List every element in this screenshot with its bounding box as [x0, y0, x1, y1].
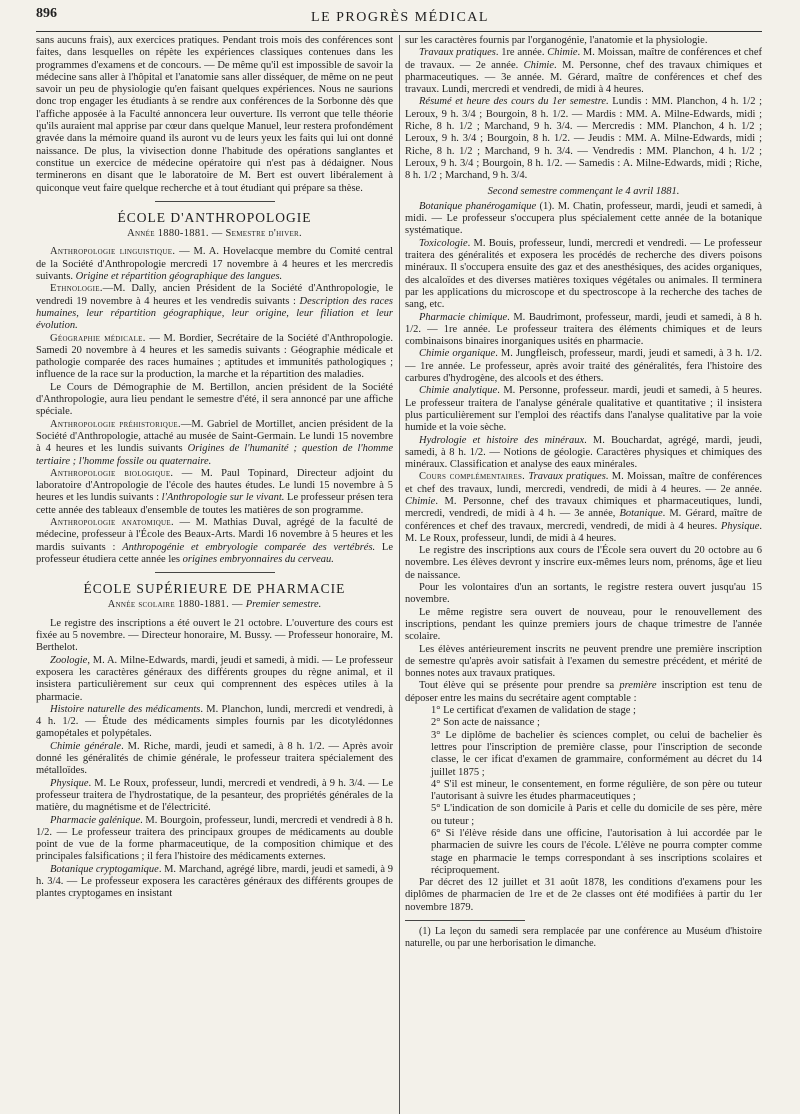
- physique-heading: Physique: [50, 777, 89, 789]
- tox-paragraph: [405, 238, 762, 312]
- compl-chimie: Chimie: [405, 495, 436, 507]
- botphan-body: (1). M. Chatin, professeur, mardi, jeudi et samedi, à midi. — Le professeur s'occupera plus spécialement cette année de la botanique systématique.: [405, 200, 762, 237]
- chimana-body: . M. Personne, professeur. mardi, jeudi et samedi, à 5 heures. Le professeur traitera de l'analyse générale qualitative et quantitative ; il insistera plus particulièrement sur l'emploi des réactifs dans l'analyse qualitative par la voie humide et la voie sèche.: [405, 385, 762, 434]
- physique-paragraph: [36, 778, 393, 815]
- compl-physique: Physique: [720, 520, 760, 532]
- tp-body-3: . M. Personne, chef des travaux chimiques et pharmaceutiques. — 3e année. M. Gérard, maître de conférences et chef des travaux. Lundi, mercredi et vendredi, de midi à 4 heures.: [405, 59, 762, 96]
- resume-body: Lundis : MM. Planchon, 4 h. 1/2 ; Leroux, 9 h. 3/4 ; Bourgoin, 8 h. 1/2. — Mardis : MM. A. Milne-Edwards, midi ; Riche, 8 h. 1/2 ; Marchand, 9 h. 3/4. — Mercredis : MM. Planchon, 4 h. 1/2 ; Leroux, 9 h. 3/4 ; Bourgoin, 8 h. 1/2. — Jeudis : MM. A. Milne-Edwards, midi ; Riche, 8 h. 1/2 ; Marchand, 9 h. 3/4. — Vendredis : MM. Planchon, 4 h. 1/2 ; Leroux, 9 h. 3/4 ; Bourgoin, 8 h. 1/2. — Samedis : A. Milne-Edwards, midi ; Riche, 8 h. 1/2 ; Marchand, 9 h. 3/4.: [405, 96, 762, 182]
- renouvellement-paragraph: Le même registre sera ouvert de nouveau, pour le renouvellement des inscriptions, pendant les quinze premiers jours de chaque trimestre de l'année scolaire.: [405, 606, 762, 643]
- galenique-body: . M. Bourgoin, professeur, lundi, mercredi et vendredi à 8 h. 1/2. — Le professeur traitera des principaux groupes de médicaments au double point de vue de la forme pharmaceutique, de la composition chimique et des principales falsifications ; il fera l'histoire des médicaments externes.: [36, 814, 393, 863]
- tp-chimie: Chimie: [547, 47, 578, 59]
- page-number: 896: [36, 6, 57, 21]
- page-header: [36, 8, 762, 32]
- botcrypt-continuation: sur les caractères fournis par l'organogénie, l'anatomie et la physiologie.: [405, 35, 708, 46]
- list-item: 3° Le diplôme de bachelier ès sciences complet, ou celui de bachelier ès lettres pour l'inscription de première classe, pour l'inscription de seconde classe, le cer ificat d'examen de grammaire, conformément au décret du 14 juillet 1875 ;: [431, 729, 762, 778]
- geo-body: — M. Bordier, Secrétaire de la Société d'Anthropologie. Samedi 20 novembre à 4 heures et les samedis suivants : Géographie médicale et pathologie comparée des races humaines ; aptitudes et immunités pathologiques ; influence de la race sur la production, la marche et la répartition des maladies.: [36, 332, 393, 381]
- botphan-paragraph: [405, 201, 762, 238]
- histnat-paragraph: [36, 704, 393, 741]
- depot-paragraph: [405, 680, 762, 705]
- compl-body-2: . M. Personne, chef des travaux chimiques et pharmaceutiques, lundi, mercredi, vendredi, de midi à 4 h. — 3e année,: [405, 495, 762, 520]
- prehist-topic: Origines de l'humanité ; question de l'homme tertiaire ; l'homme fossile ou quaternaire.: [36, 443, 393, 467]
- pharmchim-body: . M. Baudrimont, professeur, mardi, jeudi et samedi, à 8 h. 1/2. — 1re année. Le professeur traitera des éléments chimiques et de leurs combinaisons binaires inorganiques usités en pharmacie.: [405, 311, 762, 348]
- tp-body: . 1re année.: [495, 47, 548, 59]
- tp-paragraph: [405, 47, 762, 96]
- section-divider: [155, 572, 275, 573]
- hydro-heading: Hydrologie et histoire des minéraux: [419, 434, 585, 446]
- resume-paragraph: [405, 96, 762, 182]
- anterieurs-paragraph: Les élèves antérieurement inscrits ne peuvent prendre une première inscription de semestre qu'après avoir satisfait à l'examen du semestre précédent, et mérité de bonnes notes aux travaux pratiques.: [405, 643, 762, 680]
- compl-tp: Travaux pratiques: [525, 471, 606, 483]
- ling-paragraph: [36, 246, 393, 283]
- requirements-list: [405, 705, 762, 877]
- left-column: [36, 35, 393, 1114]
- chimorg-heading: Chimie organique: [419, 348, 496, 360]
- ling-heading: Anthropologie linguistique.: [50, 246, 176, 258]
- footnote: (1) La leçon du samedi sera remplacée par une conférence au Muséum d'histoire naturelle, ou par une herborisation le dimanche.: [405, 926, 762, 950]
- tox-body: . M. Bouis, professeur, lundi, mercredi et vendredi. — Le professeur traitera des généralités et exposera les procédés de recherche des divers poisons minéraux. Il s'occupera ensuite des gaz et des anesthésiques, des acides organiques, des alcaloïdes et des diverses matières toxiques végétales ou animales. Il terminera par les applications du microscope et du spectroscope à la recherche des taches de sang, etc.: [405, 237, 762, 311]
- geo-paragraph: [36, 333, 393, 382]
- anat-body-2: Le professeur étudiera cette année les: [36, 541, 393, 565]
- compl-paragraph: [405, 471, 762, 545]
- compl-body-4: . M. Le Roux, professeur, lundi, de midi à 4 heures.: [405, 520, 762, 544]
- physique-body: . M. Le Roux, professeur, lundi, mercredi et vendredi, à 9 h. 3/4. — Le professeur traitera de l'hydrostatique, de la pesanteur, des propriétés générales de la matière, du magnétisme et de l'électricité.: [36, 777, 393, 814]
- botcrypt-body: . M. Marchand, agrégé libre, mardi, jeudi et samedi, à 9 h. 3/4. — Le professeur exposera les caractères généraux des différents groupes de plantes cryptogames en insistant: [36, 863, 393, 900]
- chimorg-paragraph: [405, 348, 762, 385]
- list-item: 5° L'indication de son domicile à Paris et celle du domicile de ses père, mère ou tuteur ;: [431, 803, 762, 827]
- histnat-heading: Histoire naturelle des médicaments: [50, 703, 201, 715]
- tox-heading: Toxicologie: [419, 237, 468, 249]
- tp-chimie-2: Chimie: [523, 59, 555, 71]
- list-item: 4° S'il est mineur, le consentement, en forme régulière, de son père ou tuteur l'autorisant à suivre les études pharmaceutiques ;: [431, 778, 762, 803]
- hydro-body: . M. Bouchardat, agrégé, mardi, jeudi, samedi, à 8 h. 1/2. — Notions de géologie. Caractères physiques et chimiques des minéraux. Classification et analyse des eaux minérales.: [405, 434, 762, 471]
- anthropology-title: ÉCOLE D'ANTHROPOLOGIE: [117, 209, 312, 225]
- tp-body-2: . M. Moissan, maître de conférences et chef de travaux. — 2e année.: [405, 47, 762, 71]
- bio-heading: Anthropologie biologique.: [50, 467, 174, 479]
- ling-topic: Origine et répartition géographique des langues.: [75, 271, 283, 283]
- ethno-paragraph: [36, 283, 393, 332]
- anat-body: — M. Mathias Duval, agrégé de la faculté de médecine, professeur à l'École des Beaux-Arts. Mardi 16 novembre à 5 heures et les mardis suivants :: [36, 516, 393, 553]
- bio-paragraph: [36, 468, 393, 517]
- chimorg-body: . M. Jungfleisch, professeur, mardi, jeudi et samedi, à 3 h. 1/2. — 1re année. Le professeur, après avoir traité des généralités, fera l'histoire des carbures d'hydrogène, des alcools et des éthers.: [405, 348, 762, 385]
- depot-text-2: inscription est tenu de déposer entre les mains du secrétaire agent comptable :: [405, 680, 762, 704]
- pharmchim-paragraph: [405, 312, 762, 349]
- prehist-heading: Anthropologie préhistorique.: [50, 418, 181, 430]
- prehist-body: —M. Gabriel de Mortillet, ancien président de la Société d'Anthropologie, attaché au musée de Saint-Germain. Le lundi 15 novembre à 4 heures et les lundis suivants: [36, 418, 393, 455]
- pharmacy-year: Année scolaire 1880-1881. —: [107, 599, 246, 611]
- second-semester-heading: Second semestre commençant le 4 avril 1881.: [487, 185, 680, 197]
- prehist-paragraph: [36, 419, 393, 468]
- volontaires-paragraph: Pour les volontaires d'un an sortants, le registre restera ouvert jusqu'au 15 novembre.: [405, 582, 762, 606]
- zoology-paragraph: [36, 655, 393, 704]
- depot-text: Tout élève qui se présente pour prendre sa: [419, 680, 620, 692]
- physiology-paragraph: sans aucuns frais), aux exercices pratiques. Pendant trois mois des conférences sont faites, dans lesquelles on répète les expériences classiques contenues dans les programmes d'examens et de concours. — De même qu'il est impossible de savoir la médecine sans aller à l'hôpital et l'anatomie sans aller disséquer, de même on ne peut savoir un peu de physiologie qu'en faisant quelques expériences. Nous ne saurions donc trop engager les étudiants à se rendre aux conférences de la Sorbonne dès que l'affiche apposée à la Faculté annoncera leur ouverture. Ils verront que telle théorie qu'ils auraient mal apprise par cœur dans quelque Manuel, leur restera profondément gravée dans la mémoire quand ils auront vu de leurs yeux les faits qui lui ont donné naissance. De plus, la vivisection donne l'habitude des opérations sanglantes et constitue un exercice de médecine opératoire qui n'est pas à dédaigner. Nous terminerons en disant que le laboratoire de M. Bert est ouvert libéralement à quiconque veut faire quelque recherche et à tout étudiant qui prépare sa thèse.: [36, 35, 393, 194]
- chimana-heading: Chimie analytique: [419, 385, 498, 397]
- decret-paragraph: Par décret des 12 juillet et 31 août 1878, les conditions d'examens pour les diplômes de pharmacien de 1re et de 2e classes ont été modifiées à partir du 1er novembre 1879.: [405, 877, 762, 913]
- list-item: 2° Son acte de naissance ;: [431, 717, 540, 729]
- depot-emph: première: [619, 680, 657, 692]
- anthropology-subtitle: Année 1880-1881. — Semestre d'hiver.: [127, 228, 302, 240]
- chimana-paragraph: [405, 385, 762, 434]
- chimie-body: . M. Riche, mardi, jeudi et samedi, à 8 h. 1/2. — Après avoir donné les généralités de chimie générale, le professeur traitera spécialement des métalloïdes.: [36, 740, 393, 777]
- two-column-body: [36, 35, 762, 1114]
- anat-topic: Anthropogénie et embryologie comparée des vertébrés.: [122, 541, 376, 553]
- anat-paragraph: [36, 517, 393, 566]
- bio-body: — M. Paul Topinard, Directeur adjoint du laboratoire d'Antropologie de l'école des hautes études. Le lundi 15 novembre à 5 heures et les lundis suivants :: [36, 467, 393, 504]
- compl-botanique: Botanique: [619, 508, 663, 520]
- ethno-heading: Ethnologie.: [50, 283, 103, 295]
- footnote-divider: [405, 920, 525, 921]
- chimie-paragraph: [36, 741, 393, 778]
- anat-heading: Anthropologie anatomique.: [50, 516, 174, 528]
- bio-topic: l'Anthropologie sur le vivant.: [161, 492, 285, 504]
- list-item: 1° Le certificat d'examen de validation de stage ;: [431, 705, 636, 717]
- botcrypt-paragraph: [36, 864, 393, 901]
- compl-body-3: . M. Gérard, maître de conférences et chef des travaux, mercredi, vendredi, de midi à 4 heures.: [405, 508, 762, 532]
- ethno-topic: Description des races humaines, leur répartition géographique, leur origine, leur filiation et leur évolution.: [36, 295, 393, 332]
- pharmacy-semester: Premier semestre.: [245, 599, 322, 611]
- botcrypt-heading: Botanique cryptogamique: [50, 863, 159, 875]
- section-divider: [155, 201, 275, 202]
- galenique-heading: Pharmacie galénique: [50, 814, 141, 826]
- zoology-body: , M. A. Milne-Edwards, mardi, jeudi et samedi, à midi. — Le professeur exposera les caractères généraux des différents groupes du règne animal, et il insistera particulièrement sur ceux qui comprennent des espèces utiles à la pharmacie.: [36, 654, 393, 703]
- hydro-paragraph: [405, 435, 762, 472]
- demography-paragraph: Le Cours de Démographie de M. Bertillon, ancien président de la Société d'Anthropologie, aura lieu pendant le semestre d'été, il sera annoncé par une affiche spéciale.: [36, 381, 393, 418]
- galenique-paragraph: [36, 815, 393, 864]
- list-item: 6° Si l'élève réside dans une officine, l'autorisation à lui accordée par le pharmacien de suivre les cours de l'école. L'élève ne pourra compter comme stage en pharmacie le temps correspondant à ses inscriptions scolaires et réciproquement.: [431, 828, 762, 876]
- anat-topic-2: origines embryonnaires du cerveau.: [182, 553, 334, 565]
- histnat-body: . M. Planchon, lundi, mercredi et vendredi, à 4 h. 1/2. — Étude des médicaments simples fournis par les dicotylédonnes gamopétales et polypétales.: [36, 703, 393, 740]
- pharmacy-subtitle: [36, 599, 393, 611]
- registre-paragraph: Le registre des inscriptions aux cours de l'École sera ouvert du 20 octobre au 6 novembre. Les élèves devront y inscrire eux-mêmes leurs nom, prénoms, âge et lieu de naissance.: [405, 545, 762, 581]
- tp-heading: Travaux pratiques: [419, 47, 496, 59]
- resume-heading: Résumé et heure des cours du 1er semestre.: [419, 96, 609, 108]
- ethno-body: —M. Dally, ancien Président de la Société d'Anthropologie, le vendredi 19 novembre à 4 heures et les vendredis suivants :: [36, 283, 393, 307]
- compl-body: . M. Moissan, maître de conférences et chef des travaux, lundi, mercredi, vendredi, de midi à 4 heures. — 2e année.: [405, 471, 762, 495]
- zoology-heading: Zoologie: [50, 654, 88, 666]
- pharmacy-intro: Le registre des inscriptions a été ouvert le 21 octobre. L'ouverture des cours est fixée au 5 novembre. — Directeur honoraire, M. Bussy. — Professeur honoraire, M. Berthelot.: [36, 617, 393, 654]
- botphan-heading: Botanique phanérogamique: [419, 200, 537, 212]
- right-column: [405, 35, 762, 1114]
- compl-heading: Cours complémentaires.: [419, 471, 526, 483]
- chimie-heading: Chimie générale: [50, 740, 122, 752]
- pharmchim-heading: Pharmacie chimique: [419, 311, 508, 323]
- pharmacy-title: ÉCOLE SUPÉRIEURE DE PHARMACIE: [83, 581, 346, 597]
- journal-title: LE PROGRÈS MÉDICAL: [311, 10, 489, 25]
- bio-body-2: Le professeur présen tera cette année des tableaux d'ensemble de toutes les matières de son programme.: [36, 492, 393, 516]
- ling-body: — M. A. Hovelacque membre du Comité central de la Société d'Anthropologie mercredi 17 novembre à 4 heures et les mercredis suivants.: [36, 246, 393, 283]
- geo-heading: Géographie médicale.: [50, 332, 146, 344]
